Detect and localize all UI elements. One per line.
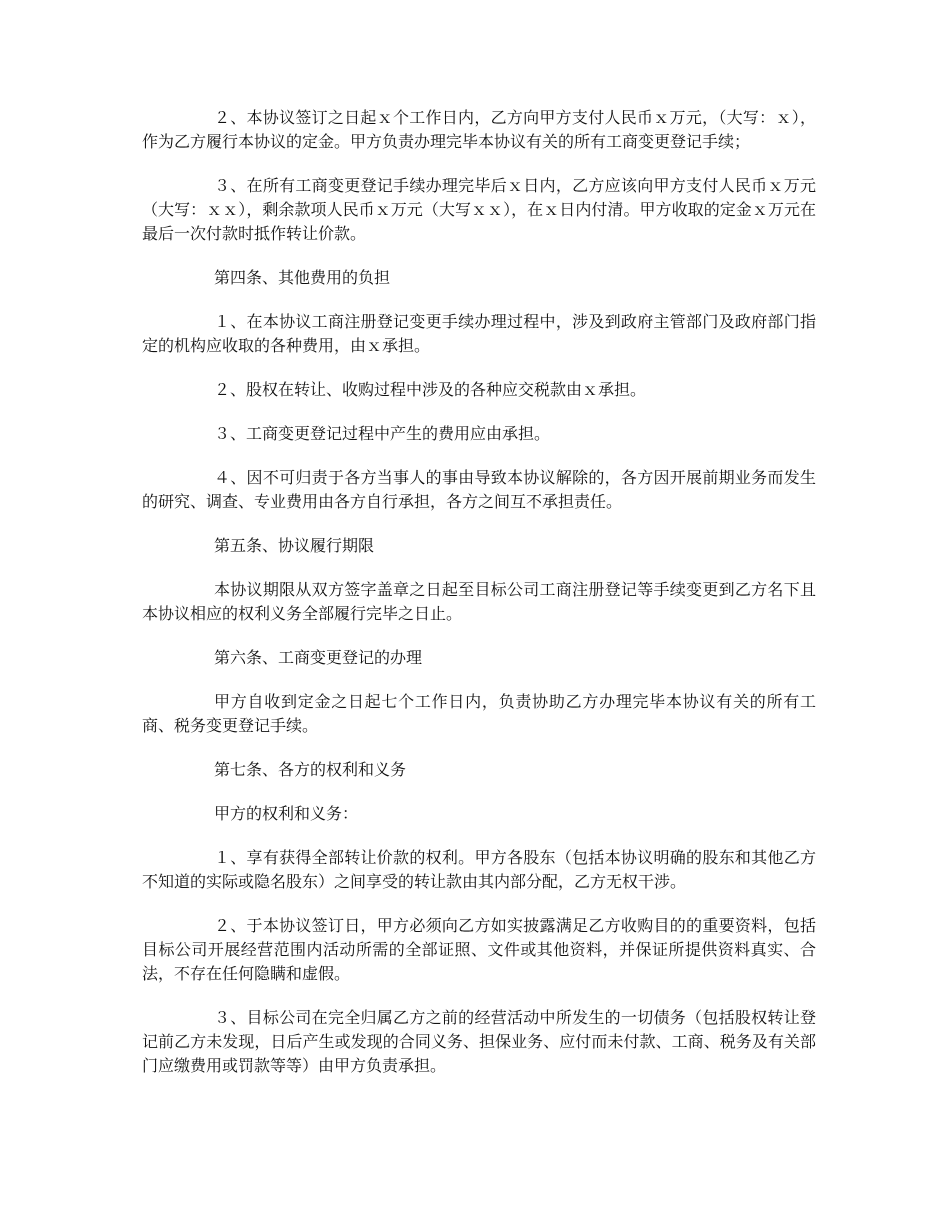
article-6-body: 甲方自收到定金之日起七个工作日内，负责协助乙方办理完毕本协议有关的所有工商、税务变更登记手续。 xyxy=(142,692,816,735)
article-4-item-1: １、在本协议工商注册登记变更手续办理过程中，涉及到政府主管部门及政府部门指定的机构应收取的各种费用，由ｘ承担。 xyxy=(142,312,816,355)
article-6-heading: 第六条、工商变更登记的办理 xyxy=(214,648,423,667)
party-a-item-2: ２、于本协议签订日，甲方必须向乙方如实披露满足乙方收购目的的重要资料，包括目标公司开展经营范围内活动所需的全部证照、文件或其他资料，并保证所提供资料真实、合法，不存在任何隐瞒和虚假。 xyxy=(142,916,816,983)
party-a-item-3: ３、目标公司在完全归属乙方之前的经营活动中所发生的一切债务（包括股权转让登记前乙方未发现，日后产生或发现的合同义务、担保业务、应付而未付款、工商、税务及有关部门应缴费用或罚款等等）由甲方负责承担。 xyxy=(142,1008,816,1075)
document-page xyxy=(142,106,816,1098)
party-a-item-1: １、享有获得全部转让价款的权利。甲方各股东（包括本协议明确的股东和其他乙方不知道的实际或隐名股东）之间享受的转让款由其内部分配，乙方无权干涉。 xyxy=(142,848,816,891)
article-7-heading: 第七条、各方的权利和义务 xyxy=(214,760,407,779)
clause-2-deposit: ２、本协议签订之日起ｘ个工作日内，乙方向甲方支付人民币ｘ万元，（大写：ｘ），作为乙方履行本协议的定金。甲方负责办理完毕本协议有关的所有工商变更登记手续； xyxy=(142,108,816,151)
article-4-item-2: ２、股权在转让、收购过程中涉及的各种应交税款由ｘ承担。 xyxy=(214,380,647,399)
party-a-rights-heading: 甲方的权利和义务： xyxy=(214,804,359,823)
article-4-item-3: ３、工商变更登记过程中产生的费用应由承担。 xyxy=(214,424,551,443)
article-5-body: 本协议期限从双方签字盖章之日起至目标公司工商注册登记等手续变更到乙方名下且本协议相应的权利义务全部履行完毕之日止。 xyxy=(142,580,816,623)
clause-3-payment: ３、在所有工商变更登记手续办理完毕后ｘ日内，乙方应该向甲方支付人民币ｘ万元（大写：ｘｘ），剩余款项人民币ｘ万元（大写ｘｘ），在ｘ日内付清。甲方收取的定金ｘ万元在最后一次付款时抵作转让价款。 xyxy=(142,176,816,243)
article-4-heading: 第四条、其他费用的负担 xyxy=(214,268,391,287)
article-5-heading: 第五条、协议履行期限 xyxy=(214,536,375,555)
article-4-item-4: ４、因不可归责于各方当事人的事由导致本协议解除的，各方因开展前期业务而发生的研究、调查、专业费用由各方自行承担，各方之间互不承担责任。 xyxy=(142,468,816,511)
